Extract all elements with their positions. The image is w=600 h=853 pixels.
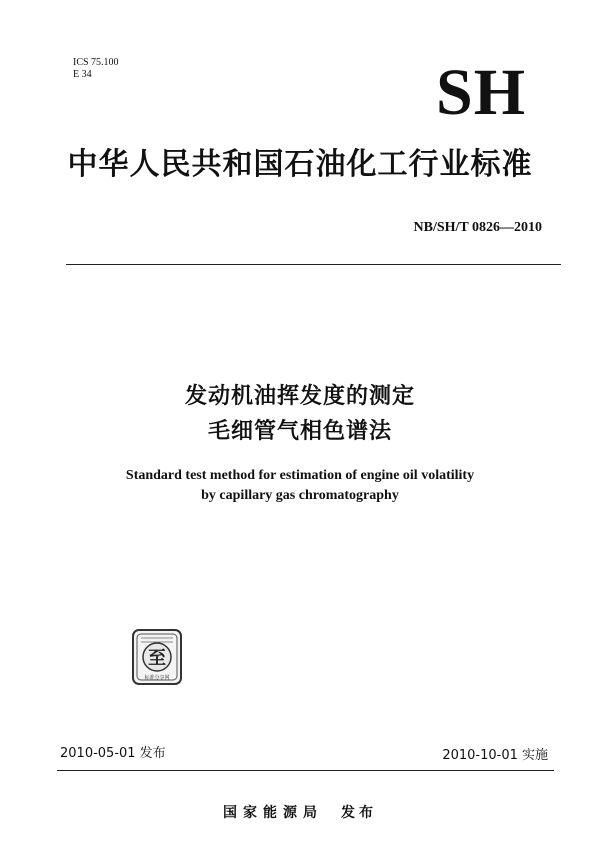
sh-logo: SH — [436, 56, 527, 129]
seal-stamp-graphic — [131, 628, 183, 686]
english-title-line-1: Standard test method for estimation of engine oil volatility — [125, 468, 475, 483]
standard-category-title: 中华人民共和国石油化工行业标准 — [67, 147, 533, 182]
implementation-date: 2010-10-01 实施 — [442, 748, 548, 763]
ics-code: ICS 75.100 — [73, 57, 119, 68]
header-divider — [66, 264, 561, 265]
footer-divider — [57, 770, 554, 771]
ics-classification — [73, 57, 119, 81]
standard-number: NB/SH/T 0826—2010 — [413, 220, 542, 235]
publish-verb: 发布 — [341, 805, 377, 821]
seal-stamp-icon — [131, 628, 183, 686]
english-title-line-2: by capillary gas chromatography — [201, 488, 399, 503]
ccs-code: E 34 — [73, 69, 92, 80]
seal-glyph: 至 — [148, 648, 166, 669]
publisher-line — [0, 804, 600, 822]
issue-date: 2010-05-01 发布 — [60, 746, 166, 761]
seal-ring-text: 标准分享网 — [144, 675, 170, 681]
chinese-title-line-1: 发动机油挥发度的测定 — [184, 384, 415, 409]
publisher-name: 国家能源局 — [223, 805, 323, 821]
chinese-title-line-2: 毛细管气相色谱法 — [207, 419, 392, 444]
